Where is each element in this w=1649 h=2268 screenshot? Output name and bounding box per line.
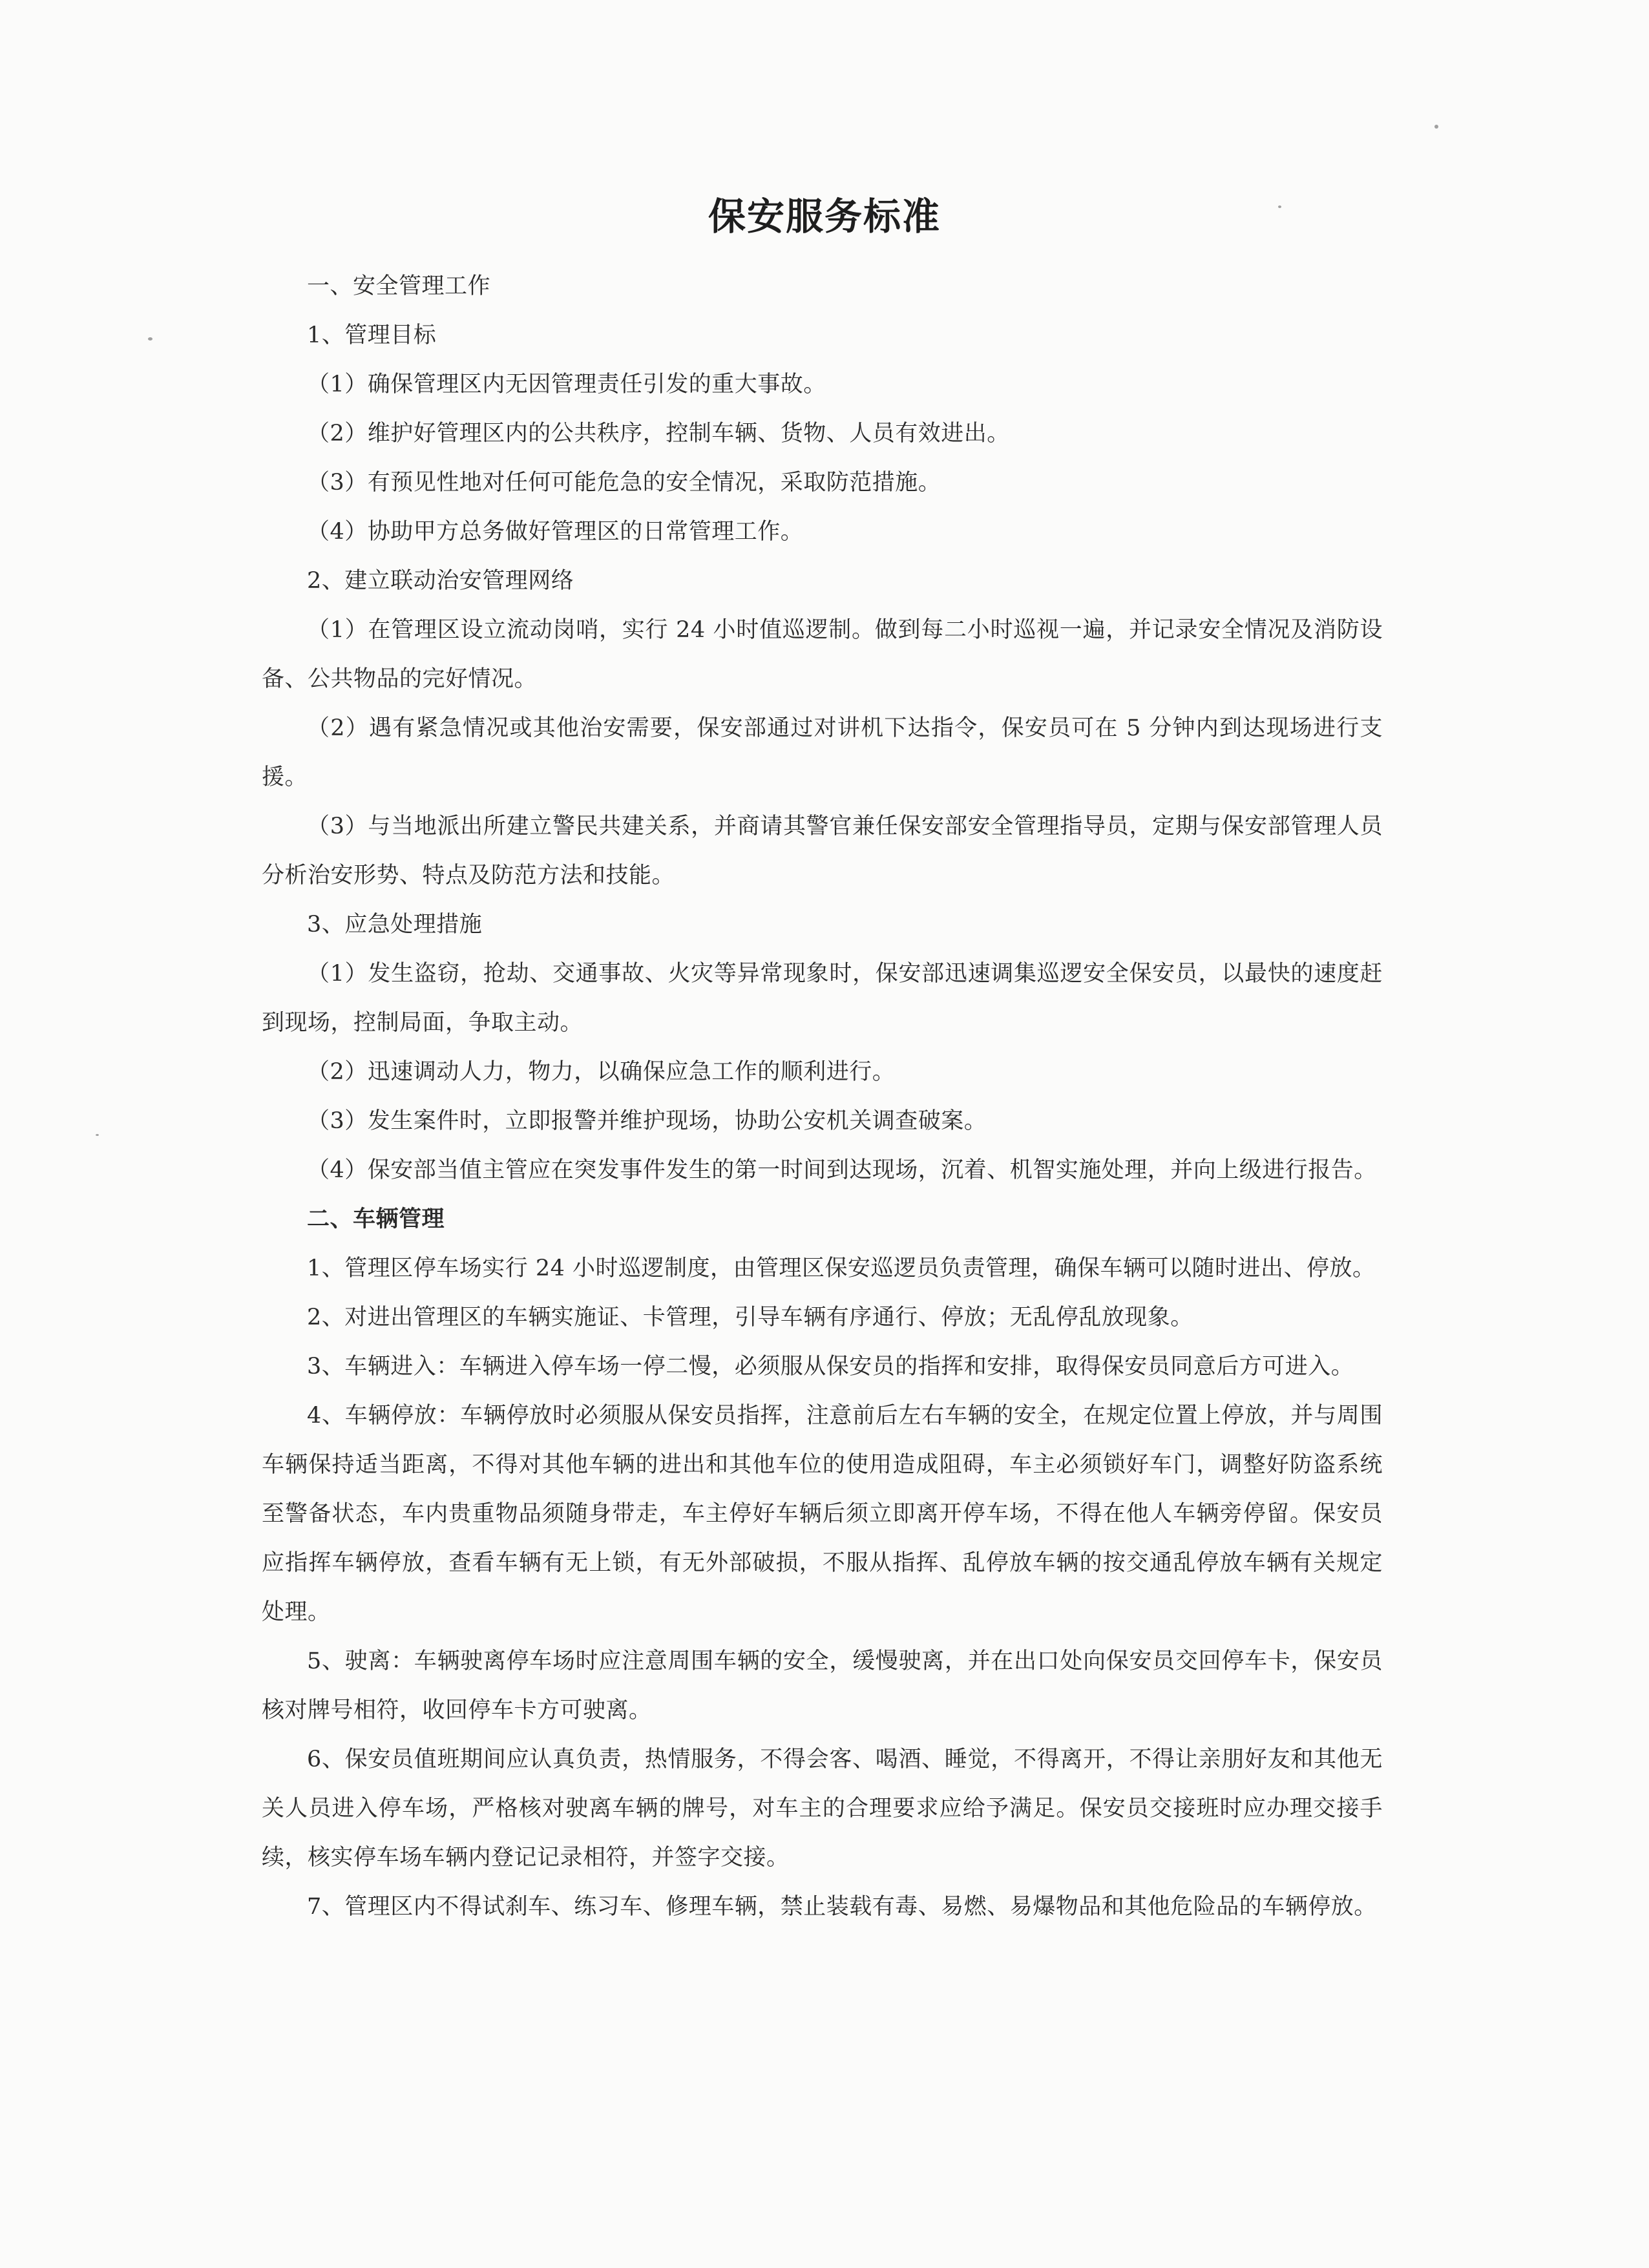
body-paragraph: （3）发生案件时，立即报警并维护现场，协助公安机关调查破案。 xyxy=(307,1108,987,1134)
scan-speck xyxy=(1434,125,1438,129)
subsection-heading: 3、应急处理措施 xyxy=(307,912,483,938)
body-paragraph: 6、保安员值班期间应认真负责，热情服务，不得会客、喝酒、睡觉，不得离开，不得让亲朋好友和其他无关人员进入停车场，严格核对驶离车辆的牌号，对车主的合理要求应给予满足。保安员交接班时应办理交接手续，核实停车场车辆内登记记录相符，并签字交接。 xyxy=(262,1747,1383,1871)
body-paragraph: （1）确保管理区内无因管理责任引发的重大事故。 xyxy=(307,372,826,397)
body-paragraph: （2）迅速调动人力，物力，以确保应急工作的顺利进行。 xyxy=(307,1059,896,1085)
body-paragraph: 3、车辆进入：车辆进入停车场一停二慢，必须服从保安员的指挥和安排，取得保安员同意后方可进入。 xyxy=(307,1354,1354,1380)
body-paragraph: 7、管理区内不得试刹车、练习车、修理车辆，禁止装载有毒、易燃、易爆物品和其他危险品的车辆停放。 xyxy=(307,1894,1377,1920)
subsection-heading: 1、管理目标 xyxy=(307,322,437,348)
scan-speck xyxy=(148,337,152,341)
section-heading: 一、安全管理工作 xyxy=(307,273,491,299)
scan-speck xyxy=(96,1134,99,1136)
body-paragraph: （1）在管理区设立流动岗哨，实行 24 小时值巡逻制。做到每二小时巡视一遍，并记录安全情况及消防设备、公共物品的完好情况。 xyxy=(262,617,1383,692)
body-paragraph: （3）与当地派出所建立警民共建关系，并商请其警官兼任保安部安全管理指导员，定期与保安部管理人员分析治安形势、特点及防范方法和技能。 xyxy=(262,814,1383,888)
body-paragraph: 1、管理区停车场实行 24 小时巡逻制度，由管理区保安巡逻员负责管理，确保车辆可以随时进出、停放。 xyxy=(307,1255,1376,1281)
body-paragraph: 4、车辆停放：车辆停放时必须服从保安员指挥，注意前后左右车辆的安全，在规定位置上停放，并与周围车辆保持适当距离，不得对其他车辆的进出和其他车位的使用造成阻碍，车主必须锁好车门，调整好防盗系统至警备状态，车内贵重物品须随身带走，车主停好车辆后须立即离开停车场，不得在他人车辆旁停留。保安员应指挥车辆停放，查看车辆有无上锁，有无外部破损，不服从指挥、乱停放车辆的按交通乱停放车辆有关规定处理。 xyxy=(262,1403,1383,1625)
body-paragraph: 2、对进出管理区的车辆实施证、卡管理，引导车辆有序通行、停放；无乱停乱放现象。 xyxy=(307,1305,1193,1330)
document-body xyxy=(262,262,1383,1931)
subsection-heading: 2、建立联动治安管理网络 xyxy=(307,568,574,594)
body-paragraph: （2）遇有紧急情况或其他治安需要，保安部通过对讲机下达指令，保安员可在 5 分钟内到达现场进行支援。 xyxy=(262,715,1383,790)
body-paragraph: （2）维护好管理区内的公共秩序，控制车辆、货物、人员有效进出。 xyxy=(307,421,1010,446)
body-paragraph: （4）协助甲方总务做好管理区的日常管理工作。 xyxy=(307,519,804,545)
body-paragraph: （1）发生盗窃，抢劫、交通事故、火灾等异常现象时，保安部迅速调集巡逻安全保安员，以最快的速度赶到现场，控制局面，争取主动。 xyxy=(262,961,1383,1036)
body-paragraph: （4）保安部当值主管应在突发事件发生的第一时间到达现场，沉着、机智实施处理，并向上级进行报告。 xyxy=(307,1157,1377,1183)
body-paragraph: 5、驶离：车辆驶离停车场时应注意周围车辆的安全，缓慢驶离，并在出口处向保安员交回停车卡，保安员核对牌号相符，收回停车卡方可驶离。 xyxy=(262,1648,1383,1723)
body-paragraph: （3）有预见性地对任何可能危急的安全情况，采取防范措施。 xyxy=(307,470,941,496)
section-heading: 二、车辆管理 xyxy=(307,1206,445,1232)
page-title: 保安服务标准 xyxy=(708,194,941,238)
